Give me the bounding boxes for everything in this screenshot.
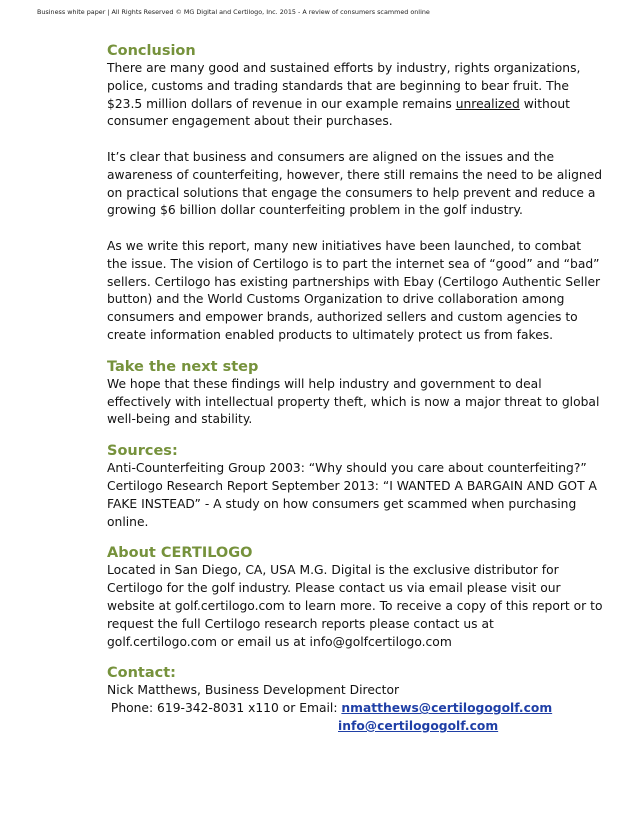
email-link-info[interactable]: info@certilogogolf.com <box>338 718 499 733</box>
document-body <box>107 42 605 736</box>
conclusion-paragraph-1 <box>107 60 605 131</box>
unrealized-underlined: unrealized <box>455 96 520 111</box>
conclusion-paragraph-3: As we write this report, many new initiatives have been launched, to combat the issue. The vision of Certilogo is to part the internet sea of “good” and “bad” sellers. Certilogo has existing partnerships with Ebay (Certilogo Authentic Seller button) and the World Customs Organization to drive collaboration among consumers and empower brands, authorized sellers and custom agencies to create information enabled products to ultimately protect us from fakes. <box>107 238 601 342</box>
source-item-1: Anti-Counterfeiting Group 2003: “Why should you care about counterfeiting?” <box>107 461 587 476</box>
contact-email-line-2 <box>107 718 605 736</box>
contact-phone: Phone: 619-342-8031 x110 or Email: <box>107 701 342 716</box>
conclusion-p1-text-end: without consumer engagement about their purchases. <box>107 96 570 129</box>
conclusion-p1-text: There are many good and sustained efforts by industry, rights organizations, police, customs and trading standards that are beginning to bear fruit. The $23.5 million dollars of revenue in our example remains <box>107 61 581 111</box>
sources-heading: Sources: <box>107 443 178 460</box>
page-header: Business white paper | All Rights Reserved © MG Digital and Certilogo, Inc. 2015 - A review of consumers scammed online <box>37 8 430 16</box>
contact-name: Nick Matthews, Business Development Director <box>107 683 400 698</box>
about-heading: About CERTILOGO <box>107 545 253 562</box>
about-paragraph: Located in San Diego, CA, USA M.G. Digital is the exclusive distributor for Certilogo for the golf industry. Please contact us via email please visit our website at golf.certilogo.com to learn more. To receive a copy of this report or to request the full Certilogo research reports please contact us at golf.certilogo.com or email us at info@golfcertilogo.com <box>107 563 603 649</box>
next-step-paragraph: We hope that these findings will help industry and government to deal effectively with intellectual property theft, which is now a major threat to global well-being and stability. <box>107 376 600 427</box>
conclusion-heading: Conclusion <box>107 43 196 59</box>
source-item-2: Certilogo Research Report September 2013: “I WANTED A BARGAIN AND GOT A FAKE INSTEAD” - A study on how consumers get scammed when purchasing online. <box>107 478 597 529</box>
contact-heading: Contact: <box>107 665 176 682</box>
conclusion-paragraph-2: It’s clear that business and consumers are aligned on the issues and the awareness of counterfeiting, however, there still remains the need to be aligned on practical solutions that engage the consumers to help prevent and reduce a growing $6 billion dollar counterfeiting problem in the golf industry. <box>107 149 603 218</box>
next-step-heading: Take the next step <box>107 358 259 375</box>
contact-phone-line <box>107 700 605 718</box>
email-link-nmatthews[interactable]: nmatthews@certilogogolf.com <box>341 701 553 716</box>
